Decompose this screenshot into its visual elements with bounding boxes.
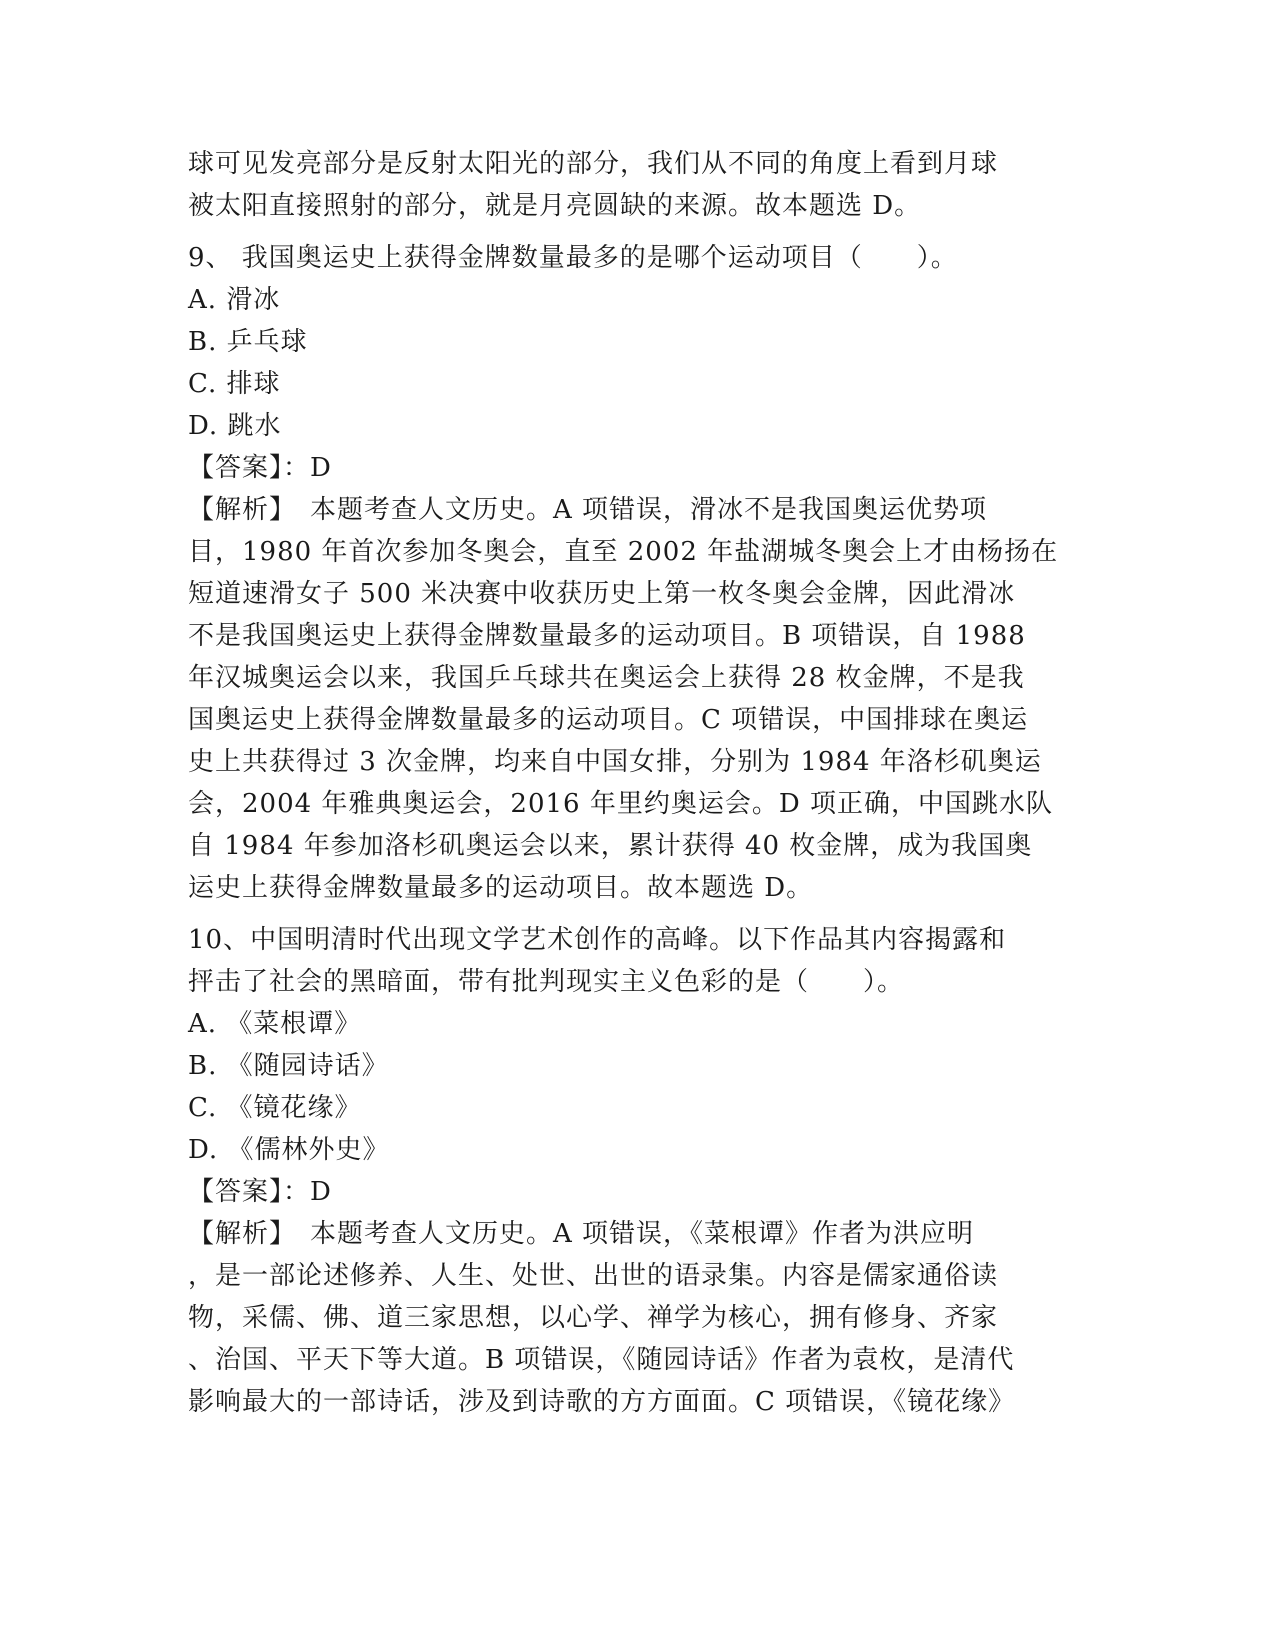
text-line: 被太阳直接照射的部分，就是月亮圆缺的来源。故本题选 D。 [188,191,922,221]
text-line: 自 1984 年参加洛杉矶奥运会以来，累计获得 40 枚金牌，成为我国奥 [188,831,1033,861]
option-c: C. 排球 [188,369,281,399]
option-a: A. 滑冰 [188,285,281,315]
option-b: B. 乒乓球 [188,327,308,357]
option-d: D. 《儒林外史》 [188,1135,390,1165]
question-text: 10、中国明清时代出现文学艺术创作的高峰。以下作品其内容揭露和 [188,925,1007,955]
text-line: 史上共获得过 3 次金牌，均来自中国女排，分别为 1984 年洛杉矶奥运 [188,747,1042,777]
question-10 [188,919,1088,1423]
option-b: B. 《随园诗话》 [188,1051,389,1081]
option-c: C. 《镜花缘》 [188,1093,362,1123]
question-text: 9、 我国奥运史上获得金牌数量最多的是哪个运动项目（ ）。 [188,243,958,273]
text-line: 运史上获得金牌数量最多的运动项目。故本题选 D。 [188,873,814,903]
text-line: 【解析】 本题考查人文历史。A 项错误，滑冰不是我国奥运优势项 [188,495,988,525]
text-line: 会，2004 年雅典奥运会，2016 年里约奥运会。D 项正确，中国跳水队 [188,789,1053,819]
text-line: 【解析】 本题考查人文历史。A 项错误，《菜根谭》作者为洪应明 [188,1219,975,1249]
answer-line: 【答案】：D [188,453,332,483]
intro-paragraph [188,143,1088,227]
document-page [188,143,1088,1423]
text-line: 物，采儒、佛、道三家思想，以心学、禅学为核心，拥有修身、齐家 [188,1303,999,1333]
analysis-paragraph [188,1213,1088,1423]
text-line: 不是我国奥运史上获得金牌数量最多的运动项目。B 项错误，自 1988 [188,621,1026,651]
question-text: 抨击了社会的黑暗面，带有批判现实主义色彩的是（ ）。 [188,967,905,997]
text-line: 短道速滑女子 500 米决赛中收获历史上第一枚冬奥会金牌，因此滑冰 [188,579,1016,609]
text-line: 目，1980 年首次参加冬奥会，直至 2002 年盐湖城冬奥会上才由杨扬在 [188,537,1059,567]
text-line: ，是一部论述修养、人生、处世、出世的语录集。内容是儒家通俗读 [188,1261,999,1291]
question-9 [188,237,1088,909]
text-line: 、治国、平天下等大道。B 项错误，《随园诗话》作者为袁枚，是清代 [188,1345,1015,1375]
answer-line: 【答案】：D [188,1177,332,1207]
text-line: 年汉城奥运会以来，我国乒乓球共在奥运会上获得 28 枚金牌，不是我 [188,663,1025,693]
text-line: 球可见发亮部分是反射太阳光的部分，我们从不同的角度上看到月球 [188,149,999,179]
option-d: D. 跳水 [188,411,282,441]
option-a: A. 《菜根谭》 [188,1009,362,1039]
text-line: 国奥运史上获得金牌数量最多的运动项目。C 项错误，中国排球在奥运 [188,705,1029,735]
text-line: 影响最大的一部诗话，涉及到诗歌的方方面面。C 项错误，《镜花缘》 [188,1387,1016,1417]
analysis-paragraph [188,489,1088,909]
